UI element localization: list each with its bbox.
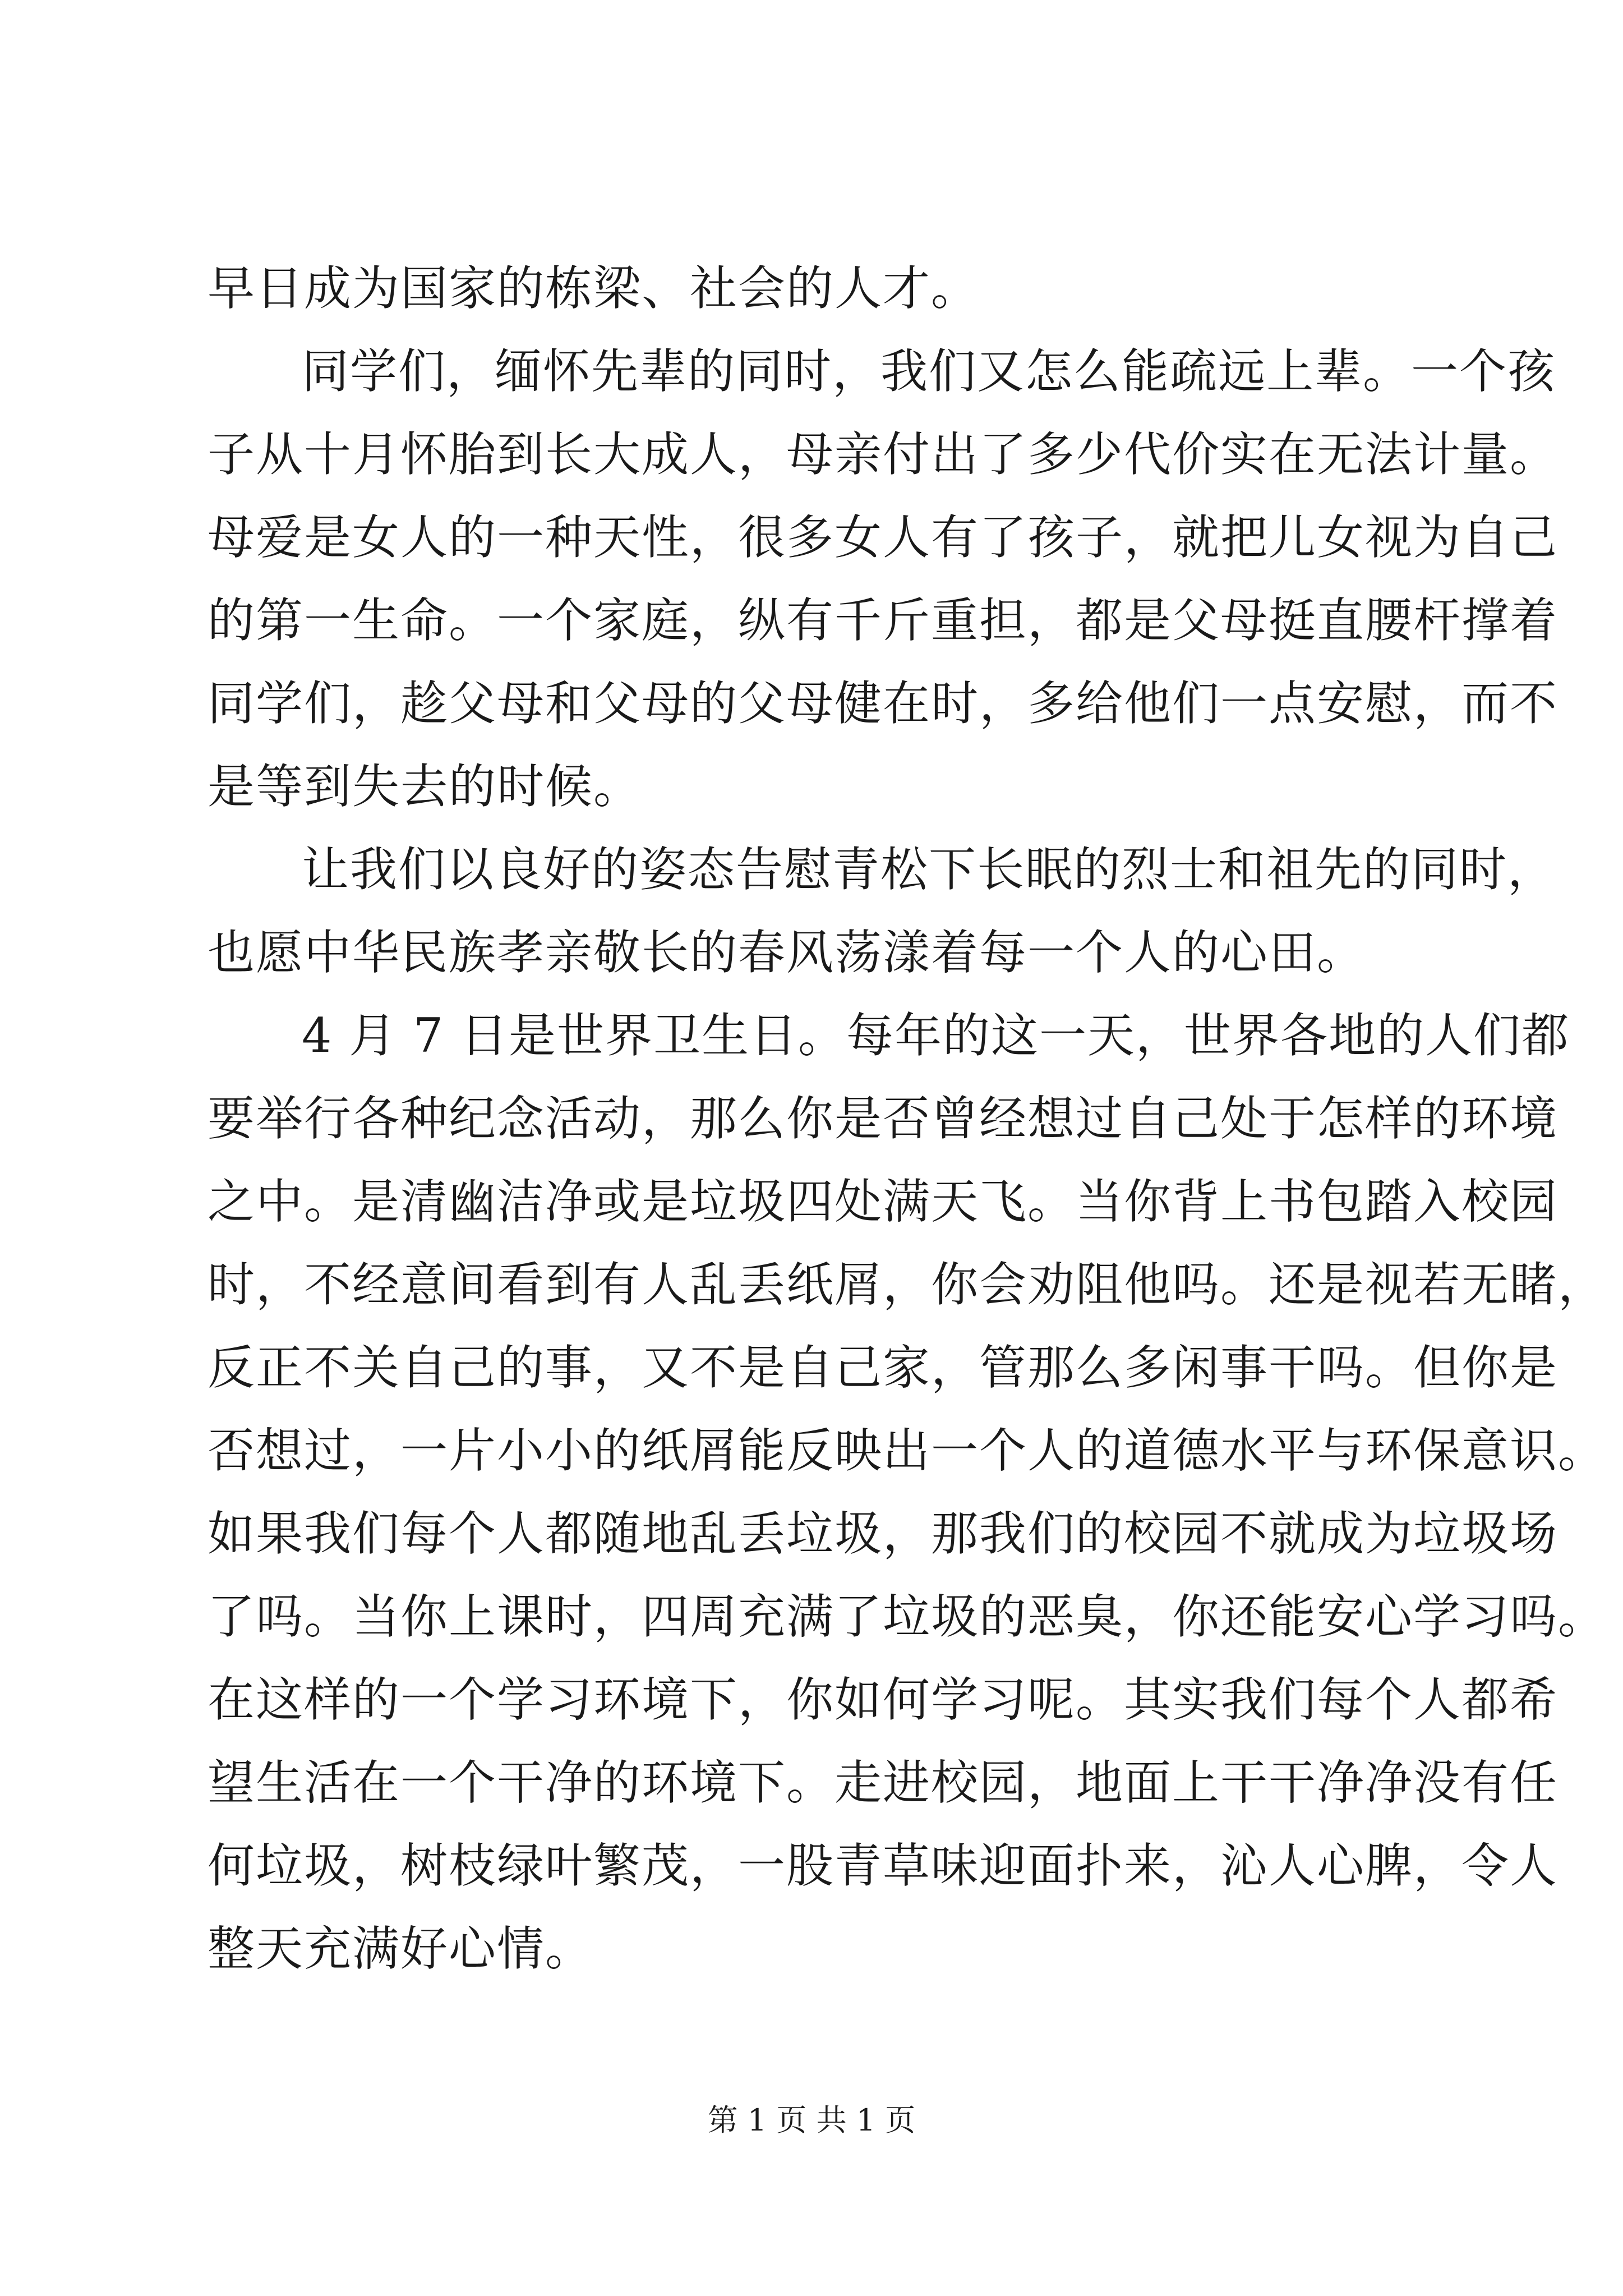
text-line: 时，不经意间看到有人乱丢纸屑，你会劝阻他吗。还是视若无睹， [208,1257,1607,1312]
text-line: 4 月 7 日是世界卫生日。每年的这一天，世界各地的人们都 [302,1008,1570,1063]
page-footer: 第 1 页 共 1 页 [707,2102,916,2138]
text-line: 否想过，一片小小的纸屑能反映出一个人的道德水平与环保意识。 [208,1423,1607,1478]
text-line: 反正不关自己的事，又不是自己家，管那么多闲事干吗。但你是 [208,1340,1559,1395]
text-line: 了吗。当你上课时，四周充满了垃圾的恶臭，你还能安心学习吗。 [208,1589,1607,1644]
text-line: 的第一生命。一个家庭，纵有千斤重担，都是父母挺直腰杆撑着 [208,593,1559,648]
text-line: 同学们，趁父母和父母的父母健在时，多给他们一点安慰，而不 [208,676,1559,731]
text-line: 子从十月怀胎到长大成人，母亲付出了多少代价实在无法计量。 [208,427,1559,482]
text-line: 要举行各种纪念活动，那么你是否曾经想过自己处于怎样的环境 [208,1091,1559,1146]
text-line: 早日成为国家的栋梁、社会的人才。 [208,261,980,316]
text-line: 何垃圾，树枝绿叶繁茂，一股青草味迎面扑来，沁人心脾，令人 [208,1838,1559,1893]
text-line: 望生活在一个干净的环境下。走进校园，地面上干干净净没有任 [208,1755,1559,1810]
text-line: 让我们以良好的姿态告慰青松下长眠的烈士和祖先的同时， [302,842,1556,897]
text-line: 是等到失去的时候。 [208,759,642,814]
text-line: 之中。是清幽洁净或是垃圾四处满天飞。当你背上书包踏入校园 [208,1174,1559,1229]
document-body [208,247,1607,1990]
text-line: 整天充满好心情。 [208,1921,594,1976]
text-line: 在这样的一个学习环境下，你如何学习呢。其实我们每个人都希 [208,1672,1559,1727]
text-line: 也愿中华民族孝亲敬长的春风荡漾着每一个人的心田。 [208,925,1366,980]
text-line: 同学们，缅怀先辈的同时，我们又怎么能疏远上辈。一个孩 [302,344,1556,399]
text-line: 如果我们每个人都随地乱丢垃圾，那我们的校园不就成为垃圾场 [208,1506,1559,1561]
text-line: 母爱是女人的一种天性，很多女人有了孩子，就把儿女视为自己 [208,510,1559,565]
